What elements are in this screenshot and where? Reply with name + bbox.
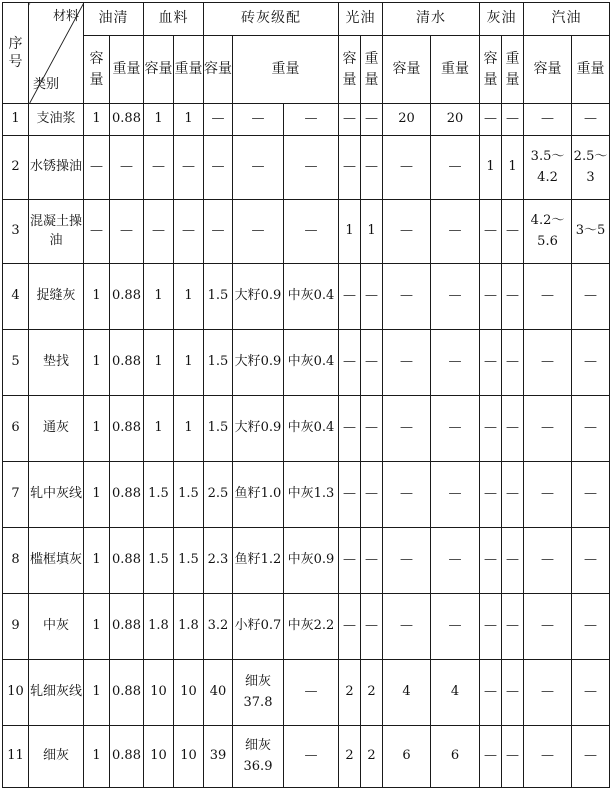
table-cell: 0.88	[110, 396, 144, 462]
table-cell: —	[339, 462, 361, 528]
table-cell: —	[431, 462, 480, 528]
table-cell: —	[339, 528, 361, 594]
table-cell: —	[339, 396, 361, 462]
table-cell: —	[480, 726, 502, 788]
table-cell: —	[572, 594, 610, 660]
table-cell: 1	[174, 396, 204, 462]
table-row	[3, 104, 610, 136]
table-cell: —	[502, 462, 524, 528]
table-cell: 1.5	[174, 528, 204, 594]
table-cell: —	[431, 200, 480, 264]
table-cell: 0.88	[110, 330, 144, 396]
table-cell: —	[284, 726, 339, 788]
table-cell: —	[480, 462, 502, 528]
table-cell: —	[174, 200, 204, 264]
table-cell: —	[204, 200, 233, 264]
subheader-volume: 容量	[383, 36, 431, 104]
table-cell: —	[480, 200, 502, 264]
row-category: 捉缝灰	[29, 264, 84, 330]
table-cell: 4	[431, 660, 480, 726]
table-cell: —	[339, 104, 361, 136]
table-cell: 1	[339, 200, 361, 264]
row-category: 混凝土操油	[29, 200, 84, 264]
table-cell: 20	[431, 104, 480, 136]
table-cell: —	[361, 330, 383, 396]
table-cell: —	[572, 104, 610, 136]
corner-bottom-label: 类别	[33, 76, 60, 92]
table-cell: 0.88	[110, 726, 144, 788]
table-cell: —	[431, 136, 480, 200]
table-cell: 1.5	[204, 330, 233, 396]
row-number: 6	[3, 396, 29, 462]
table-cell: —	[110, 200, 144, 264]
table-cell: 1	[84, 396, 110, 462]
table-cell: —	[284, 660, 339, 726]
table-cell: —	[572, 396, 610, 462]
subheader-volume: 容量	[204, 36, 233, 104]
table-cell: 1	[84, 726, 110, 788]
table-cell: —	[383, 528, 431, 594]
group-header-water: 清水	[383, 3, 480, 36]
group-header-brick-ash: 砖灰级配	[204, 3, 339, 36]
table-cell: —	[431, 528, 480, 594]
table-cell: —	[502, 104, 524, 136]
table-cell: 1.5	[144, 462, 174, 528]
subheader-volume: 容量	[339, 36, 361, 104]
table-cell: —	[204, 104, 233, 136]
table-row	[3, 396, 610, 462]
row-number: 1	[3, 104, 29, 136]
table-cell: 10	[144, 660, 174, 726]
table-cell: —	[339, 594, 361, 660]
subheader-weight: 重量	[361, 36, 383, 104]
table-cell: —	[524, 104, 572, 136]
table-cell: 1.8	[144, 594, 174, 660]
table-cell: —	[284, 136, 339, 200]
table-cell: —	[572, 462, 610, 528]
table-row	[3, 660, 610, 726]
table-row	[3, 136, 610, 200]
table-cell: 1	[502, 136, 524, 200]
table-cell: —	[524, 330, 572, 396]
table-cell: 中灰0.4	[284, 264, 339, 330]
table-cell: —	[480, 104, 502, 136]
table-cell: 1	[144, 104, 174, 136]
table-cell: 10	[174, 660, 204, 726]
table-cell: —	[502, 264, 524, 330]
table-cell: 10	[144, 726, 174, 788]
table-cell: —	[524, 264, 572, 330]
table-cell: 40	[204, 660, 233, 726]
row-number: 7	[3, 462, 29, 528]
table-cell: 1	[480, 136, 502, 200]
table-cell: —	[480, 528, 502, 594]
table-cell: 1	[144, 330, 174, 396]
table-cell: 2.3	[204, 528, 233, 594]
table-cell: —	[502, 726, 524, 788]
table-cell: —	[383, 594, 431, 660]
row-number: 9	[3, 594, 29, 660]
table-cell: 1	[84, 528, 110, 594]
table-cell: 1	[144, 264, 174, 330]
table-cell: —	[144, 136, 174, 200]
table-cell: —	[361, 136, 383, 200]
corner-top-label: 材料	[52, 9, 79, 24]
table-cell: 1.5	[174, 462, 204, 528]
table-cell: —	[502, 528, 524, 594]
table-cell: 鱼籽1.2	[233, 528, 284, 594]
table-cell: —	[339, 330, 361, 396]
table-cell: —	[480, 660, 502, 726]
table-cell: 4	[383, 660, 431, 726]
corner-header	[29, 3, 84, 104]
table-cell: 0.88	[110, 462, 144, 528]
row-number: 3	[3, 200, 29, 264]
row-number: 2	[3, 136, 29, 200]
table-cell: 39	[204, 726, 233, 788]
material-ratio-table	[2, 2, 610, 788]
subheader-volume: 容量	[480, 36, 502, 104]
table-cell: —	[361, 104, 383, 136]
group-header-oil-clear: 油清	[84, 3, 144, 36]
table-cell: 1	[361, 200, 383, 264]
table-cell: —	[431, 264, 480, 330]
table-cell: 1.5	[204, 264, 233, 330]
row-category: 槛框填灰	[29, 528, 84, 594]
table-cell: 1.8	[174, 594, 204, 660]
table-row	[3, 330, 610, 396]
table-cell: —	[502, 200, 524, 264]
table-cell: 3.2	[204, 594, 233, 660]
table-cell: —	[431, 330, 480, 396]
table-cell: —	[84, 200, 110, 264]
table-row	[3, 726, 610, 788]
table-cell: —	[431, 396, 480, 462]
table-cell: —	[383, 462, 431, 528]
group-header-ash-oil: 灰油	[480, 3, 524, 36]
row-number: 5	[3, 330, 29, 396]
table-cell: —	[383, 330, 431, 396]
table-cell: —	[502, 330, 524, 396]
table-cell: 中灰0.4	[284, 330, 339, 396]
table-cell: —	[284, 104, 339, 136]
table-cell: 细灰37.8	[233, 660, 284, 726]
table-row	[3, 264, 610, 330]
table-cell: 1	[84, 264, 110, 330]
subheader-weight: 重量	[174, 36, 204, 104]
table-cell: 中灰0.4	[284, 396, 339, 462]
table-cell: —	[502, 594, 524, 660]
table-cell: 1.5	[144, 528, 174, 594]
table-cell: —	[480, 264, 502, 330]
table-cell: —	[480, 396, 502, 462]
row-category: 通灰	[29, 396, 84, 462]
table-cell: —	[524, 726, 572, 788]
table-cell: 2	[339, 660, 361, 726]
table-cell: 10	[174, 726, 204, 788]
table-row	[3, 462, 610, 528]
table-cell: 中灰2.2	[284, 594, 339, 660]
table-cell: 0.88	[110, 528, 144, 594]
table-cell: 中灰1.3	[284, 462, 339, 528]
row-number: 8	[3, 528, 29, 594]
table-cell: 6	[383, 726, 431, 788]
table-cell: —	[284, 200, 339, 264]
table-cell: 中灰0.9	[284, 528, 339, 594]
group-header-light-oil: 光油	[339, 3, 383, 36]
table-cell: 2.5～3	[572, 136, 610, 200]
table-cell: 1	[84, 330, 110, 396]
table-cell: 小籽0.7	[233, 594, 284, 660]
table-cell: —	[572, 528, 610, 594]
table-cell: —	[233, 200, 284, 264]
table-cell: 大籽0.9	[233, 330, 284, 396]
table-cell: —	[502, 660, 524, 726]
row-category: 轧中灰线	[29, 462, 84, 528]
table-cell: 20	[383, 104, 431, 136]
table-cell: 0.88	[110, 104, 144, 136]
table-cell: —	[431, 594, 480, 660]
subheader-volume: 容量	[144, 36, 174, 104]
table-row	[3, 594, 610, 660]
row-category: 支油浆	[29, 104, 84, 136]
table-cell: —	[383, 264, 431, 330]
table-cell: 鱼籽1.0	[233, 462, 284, 528]
table-cell: 1	[84, 462, 110, 528]
table-cell: —	[361, 396, 383, 462]
row-category: 垫找	[29, 330, 84, 396]
subheader-weight: 重量	[572, 36, 610, 104]
table-cell: 1	[174, 264, 204, 330]
table-cell: —	[572, 726, 610, 788]
table-cell: —	[144, 200, 174, 264]
row-number: 4	[3, 264, 29, 330]
table-cell: —	[383, 136, 431, 200]
table-cell: —	[110, 136, 144, 200]
table-cell: 0.88	[110, 660, 144, 726]
table-cell: —	[524, 594, 572, 660]
table-cell: 3～5	[572, 200, 610, 264]
table-cell: 1	[84, 594, 110, 660]
row-category: 轧细灰线	[29, 660, 84, 726]
subheader-weight: 重量	[110, 36, 144, 104]
subheader-volume: 容量	[84, 36, 110, 104]
table-cell: —	[502, 396, 524, 462]
table-cell: 大籽0.9	[233, 264, 284, 330]
table-cell: —	[174, 136, 204, 200]
table-cell: —	[204, 136, 233, 200]
table-cell: 1	[84, 104, 110, 136]
table-row	[3, 200, 610, 264]
table-cell: —	[361, 462, 383, 528]
table-cell: 3.5～4.2	[524, 136, 572, 200]
table-cell: —	[233, 104, 284, 136]
subheader-volume: 容量	[524, 36, 572, 104]
table-cell: 2	[339, 726, 361, 788]
table-cell: 1	[144, 396, 174, 462]
table-cell: 1	[84, 660, 110, 726]
table-cell: —	[572, 330, 610, 396]
table-cell: 1	[174, 330, 204, 396]
row-number: 11	[3, 726, 29, 788]
table-cell: 0.88	[110, 594, 144, 660]
table-cell: —	[84, 136, 110, 200]
table-cell: —	[383, 200, 431, 264]
row-category: 水锈操油	[29, 136, 84, 200]
row-category: 中灰	[29, 594, 84, 660]
row-category: 细灰	[29, 726, 84, 788]
subheader-weight: 重量	[502, 36, 524, 104]
seq-header: 序号	[3, 3, 29, 104]
table-cell: 1	[174, 104, 204, 136]
table-cell: —	[361, 528, 383, 594]
table-cell: —	[339, 136, 361, 200]
table-body	[3, 104, 610, 788]
table-cell: —	[233, 136, 284, 200]
table-cell: —	[361, 594, 383, 660]
row-number: 10	[3, 660, 29, 726]
table-cell: —	[524, 396, 572, 462]
table-cell: 大籽0.9	[233, 396, 284, 462]
table-row	[3, 528, 610, 594]
table-cell: —	[339, 264, 361, 330]
group-header-gasoline: 汽油	[524, 3, 610, 36]
table-cell: —	[361, 264, 383, 330]
group-header-blood: 血料	[144, 3, 204, 36]
table-cell: 2.5	[204, 462, 233, 528]
table-cell: —	[480, 330, 502, 396]
table-cell: —	[572, 264, 610, 330]
subheader-weight: 重量	[431, 36, 480, 104]
table-cell: 细灰36.9	[233, 726, 284, 788]
table-cell: —	[524, 462, 572, 528]
table-cell: 1.5	[204, 396, 233, 462]
table-cell: —	[480, 594, 502, 660]
table-cell: —	[383, 396, 431, 462]
table-cell: 2	[361, 726, 383, 788]
table-cell: —	[524, 660, 572, 726]
table-cell: 6	[431, 726, 480, 788]
subheader-weight: 重量	[233, 36, 339, 104]
table-cell: —	[524, 528, 572, 594]
table-cell: 4.2～5.6	[524, 200, 572, 264]
table-cell: 0.88	[110, 264, 144, 330]
table-cell: —	[572, 660, 610, 726]
table-cell: 2	[361, 660, 383, 726]
